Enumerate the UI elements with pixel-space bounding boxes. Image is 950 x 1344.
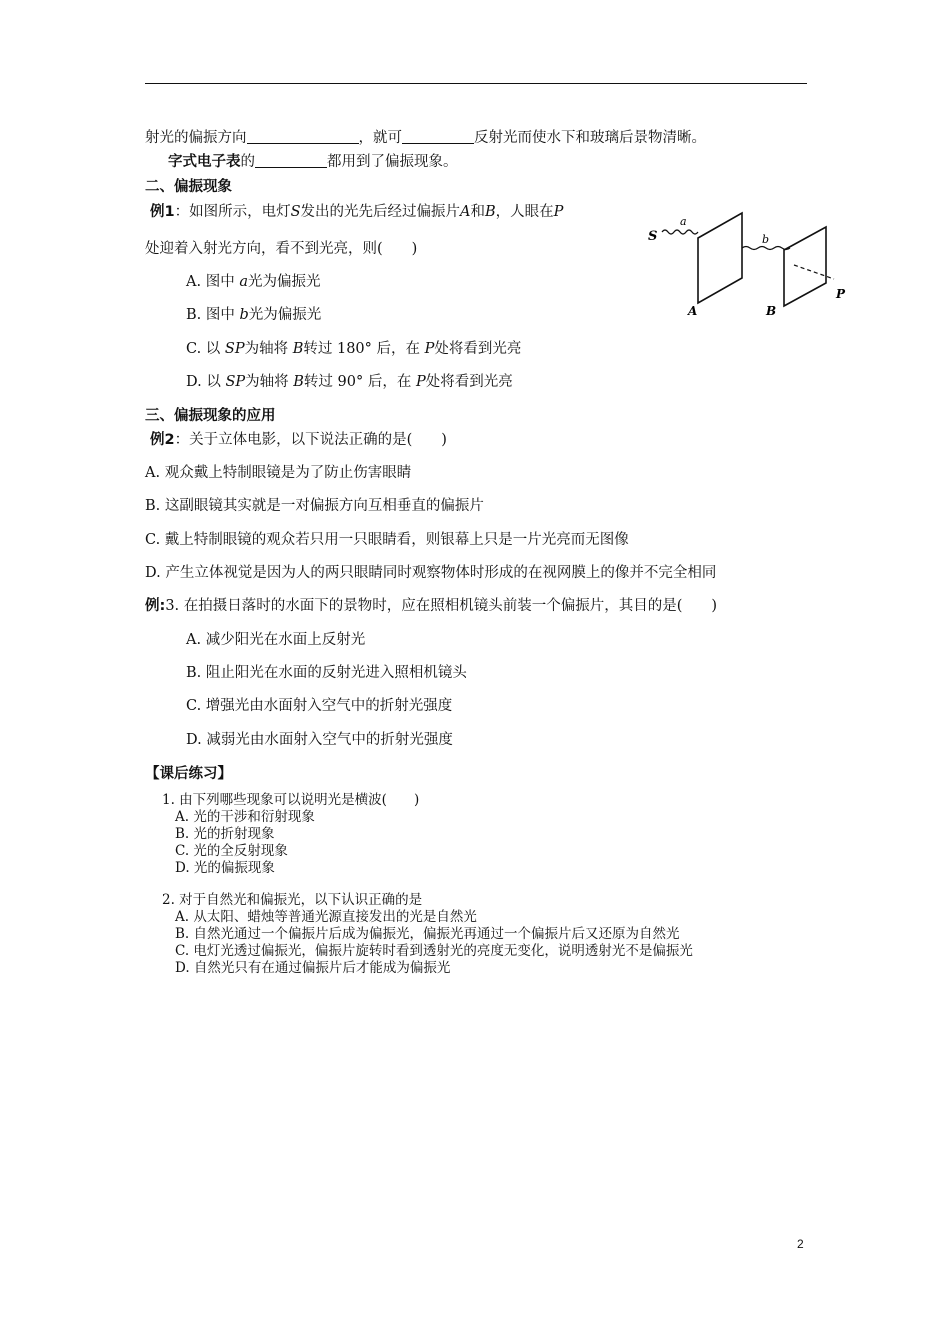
var: P <box>553 204 564 220</box>
fill-blank <box>247 129 359 144</box>
light-wave-a <box>662 230 698 234</box>
section-heading-3 <box>145 407 276 425</box>
text: 的 <box>240 154 255 170</box>
var: a <box>239 274 248 290</box>
homework-q1-option-c: C. 光的全反射现象 <box>175 843 288 859</box>
homework-heading <box>145 765 232 783</box>
var: B <box>485 204 496 220</box>
example-1-option-d <box>186 373 513 391</box>
homework-q1-option-a: A. 光的干涉和衍射现象 <box>175 809 315 825</box>
page-number: 2 <box>797 1237 804 1251</box>
example-1-option-b <box>186 306 321 324</box>
var: S <box>290 204 301 220</box>
label-polarizer-b: B <box>766 304 777 317</box>
example-1-option-c <box>186 340 521 358</box>
fill-blank <box>255 153 327 168</box>
var: P <box>415 374 426 390</box>
light-wave-b <box>742 247 790 250</box>
text: 射光的偏振方向 <box>145 130 247 146</box>
label-a-light: a <box>680 215 687 228</box>
text: ，就可 <box>358 130 402 146</box>
text: 为轴将 <box>245 374 294 390</box>
var: SP <box>225 374 246 390</box>
text: 转过 180° 后，在 <box>303 341 425 357</box>
example-label: 例: <box>145 598 166 614</box>
homework-q2-option-c: C. 电灯光透过偏振光，偏振片旋转时看到透射光的亮度无变化，说明透射光不是偏振光 <box>175 943 693 959</box>
text: 发出的光先后经过偏振片 <box>300 204 461 220</box>
example-label: 例2 <box>150 432 175 448</box>
text: C. 以 <box>186 341 225 357</box>
example-3-stem <box>145 597 717 615</box>
homework-q1-option-b: B. 光的折射现象 <box>175 826 275 842</box>
example-1-option-a <box>186 273 320 291</box>
text: ：如图所示，电灯 <box>174 204 291 220</box>
example-2-option-b: B. 这副眼镜其实就是一对偏振方向互相垂直的偏振片 <box>145 498 484 514</box>
var: B <box>292 341 304 357</box>
example-3-option-b: B. 阻止阳光在水面的反射光进入照相机镜头 <box>186 665 467 681</box>
example-2-option-a: A. 观众戴上特制眼镜是为了防止伤害眼睛 <box>145 465 412 481</box>
var: b <box>239 307 249 323</box>
homework-q2-option-d: D. 自然光只有在通过偏振片后才能成为偏振光 <box>175 960 451 976</box>
header-rule <box>145 83 807 84</box>
dashed-line <box>794 265 834 279</box>
text: 反射光而使水下和玻璃后景物清晰。 <box>474 130 706 146</box>
var: A <box>460 204 471 220</box>
homework-q1-option-d: D. 光的偏振现象 <box>175 860 275 876</box>
section-heading-2 <box>145 178 232 196</box>
text: 处将看到光亮 <box>425 374 513 390</box>
text: 为轴将 <box>244 341 293 357</box>
example-2-stem <box>150 431 447 449</box>
text: A. 图中 <box>186 274 240 290</box>
homework-q2-option-a: A. 从太阳、蜡烛等普通光源直接发出的光是自然光 <box>175 909 477 925</box>
text: 光为偏振光 <box>248 307 322 323</box>
text: 处将看到光亮 <box>434 341 522 357</box>
text: D. 以 <box>186 374 226 390</box>
label-p: P <box>836 287 846 301</box>
text: 和 <box>470 204 486 220</box>
polarizer-b <box>784 227 826 306</box>
top-line-1 <box>145 129 706 147</box>
var: P <box>424 341 435 357</box>
label-s: S <box>648 229 658 244</box>
example-2-option-c: C. 戴上特制眼镜的观众若只用一只眼睛看，则银幕上只是一片光亮而无图像 <box>145 532 629 548</box>
example-1-line-2: 处迎着入射光方向，看不到光亮，则( ) <box>145 241 418 257</box>
text: 光为偏振光 <box>247 274 321 290</box>
text: 都用到了偏振现象。 <box>327 154 458 170</box>
homework-q2-option-b: B. 自然光通过一个偏振片后成为偏振光，偏振光再通过一个偏振片后又还原为自然光 <box>175 926 680 942</box>
text: ：关于立体电影，以下说法正确的是( ) <box>174 432 447 448</box>
heading-text: 三、偏振现象的应用 <box>145 408 276 424</box>
var: B <box>293 374 304 390</box>
heading-text: 二、偏振现象 <box>145 179 232 195</box>
text: ，人眼在 <box>495 204 554 220</box>
polarizer-figure <box>644 205 854 317</box>
fill-blank <box>402 129 474 144</box>
example-2-option-d: D. 产生立体视觉是因为人的两只眼睛同时观察物体时形成的在视网膜上的像并不完全相同 <box>145 565 717 581</box>
text: 转过 90° 后，在 <box>303 374 416 390</box>
heading-text: 【课后练习】 <box>145 766 232 782</box>
var: SP <box>224 341 245 357</box>
homework-q2-stem: 2. 对于自然光和偏振光，以下认识正确的是 <box>162 892 423 908</box>
label-polarizer-a: A <box>688 304 698 317</box>
top-line-2 <box>168 153 458 171</box>
bold-term: 字式电子表 <box>168 154 241 170</box>
example-label: 例1 <box>150 204 175 220</box>
text: B. 图中 <box>186 307 240 323</box>
example-1-line-1 <box>150 203 563 221</box>
homework-q1-stem: 1. 由下列哪些现象可以说明光是横波( ) <box>162 792 420 808</box>
example-3-option-a: A. 减少阳光在水面上反射光 <box>186 632 366 648</box>
label-b-light: b <box>762 233 770 246</box>
polarizer-a <box>698 213 742 303</box>
text: 3. 在拍摄日落时的水面下的景物时，应在照相机镜头前装一个偏振片，其目的是( ) <box>165 598 718 614</box>
example-3-option-c: C. 增强光由水面射入空气中的折射光强度 <box>186 698 453 714</box>
example-3-option-d: D. 减弱光由水面射入空气中的折射光强度 <box>186 732 453 748</box>
